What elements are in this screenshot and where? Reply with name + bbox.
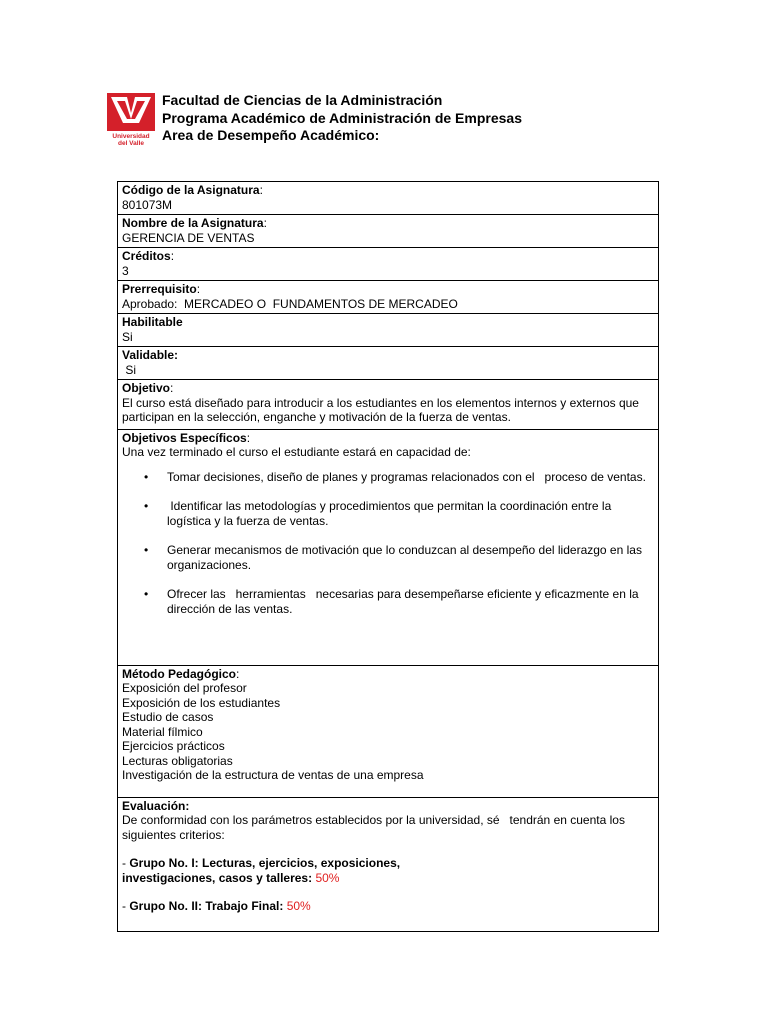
list-item: Estudio de casos [122,710,214,724]
list-item: • Ofrecer las herramientas necesarias para desempeñarse eficiente y eficazmente en la dirección de las ventas. [167,587,654,616]
especificos-label: Objetivos Específicos [122,430,247,445]
list-item: • Identificar las metodologías y procedimientos que permitan la coordinación entre la logística y la fuerza de ventas. [167,499,654,528]
grupo2-prefix: - [122,899,130,913]
objetivo-value: El curso está diseñado para introducir a los estudiantes en los elementos internos y externos que participan en la selección, enganche y motivación de la fuerza de ventas. [122,395,639,424]
metodo-list [122,681,654,783]
logo-text-line2: del Valle [117,140,145,147]
list-item: Ejercicios prácticos [122,739,225,753]
row-validable [118,347,659,380]
grupo2-percent: 50% [286,899,311,913]
program-title: Programa Académico de Administración de Empresas [162,109,522,126]
validable-label: Validable: [122,348,179,362]
objetivo-label: Objetivo [122,381,171,395]
course-table [117,181,659,932]
prerrequisito-label: Prerrequisito [122,282,197,296]
evaluacion-label: Evaluación: [122,798,190,813]
row-prerrequisito: Prerrequisito: Aprobado: MERCADEO O FUNDAMENTOS DE MERCADEO [118,281,659,314]
grupo1-line [122,856,422,885]
list-item: Exposición de los estudiantes [122,695,281,710]
especificos-list [122,470,654,617]
grupo1-prefix: - [122,856,130,870]
especificos-intro: Una vez terminado el curso el estudiante estará en capacidad de: [122,445,471,459]
grupo1-label: Grupo No. I: Lecturas, ejercicios, exposiciones, investigaciones, casos y talleres: [122,856,401,885]
creditos-label: Créditos [122,249,171,263]
metodo-label: Método Pedagógico [122,666,236,681]
list-item: • Tomar decisiones, diseño de planes y programas relacionados con el proceso de ventas. [167,470,654,485]
list-item: Exposición del profesor [122,681,247,695]
row-habilitable [118,314,659,347]
nombre-value: GERENCIA DE VENTAS [122,230,255,245]
prerrequisito-value: Aprobado: MERCADEO O FUNDAMENTOS DE MERCADEO [122,296,458,311]
row-objetivo: Objetivo: El curso está diseñado para introducir a los estudiantes en los elementos internos y externos que participan en la selección, enganche y motivación de la fuerza de ventas. [118,380,659,430]
faculty-title: Facultad de Ciencias de la Administración [162,92,443,108]
row-evaluacion [118,797,659,931]
list-item: Lecturas obligatorias [122,753,233,768]
list-item: • Generar mecanismos de motivación que lo conduzcan al desempeño del liderazgo en las organizaciones. [167,543,654,572]
habilitable-label: Habilitable [122,315,183,329]
row-creditos: Créditos: 3 [118,248,659,281]
evaluacion-text: De conformidad con los parámetros establecidos por la universidad, sé tendrán en cuenta los siguientes criterios: [122,813,629,842]
codigo-value: 801073M [122,197,173,212]
grupo1-percent: 50% [315,870,340,885]
area-title: Area de Desempeño Académico: [162,127,380,143]
habilitable-value: Si [122,329,133,344]
row-metodo: Método Pedagógico: Exposición del profesor Exposición de los estudiantes Estudio de casos Material fílmico Ejercicios prácticos Lecturas obligatorias Investigación de la estructura de ventas de una empresa [118,665,659,797]
row-codigo: Código de la Asignatura: 801073M [118,182,659,215]
list-item: Investigación de la estructura de ventas de una empresa [122,768,424,782]
grupo2-label: Grupo No. II: Trabajo Final: [129,899,284,913]
nombre-label: Nombre de la Asignatura [122,216,264,230]
creditos-value: 3 [122,263,129,278]
row-especificos: Objetivos Específicos: Una vez terminado el curso el estudiante estará en capacidad de: • Tomar decisiones, diseño de planes y programas relacionados con el proceso de ventas. • Identificar las metodologías y procedimientos que permitan la coordinación entre la logística y la fuerza de ventas. • Generar mecanismos de motivación que lo conduzcan al desempeño del liderazgo en las organizaciones. • Ofrecer las herramientas necesarias para desempeñarse eficiente y eficazmente en la dirección de las ventas. [118,429,659,665]
codigo-label: Código de la Asignatura [122,183,260,197]
document-heading [162,92,522,145]
list-item: Material fílmico [122,724,203,739]
university-logo [107,93,155,147]
grupo2-line [122,899,654,914]
logo-text-line1: Universidad [112,133,150,140]
validable-value: Si [122,362,137,377]
row-nombre: Nombre de la Asignatura: GERENCIA DE VENTAS [118,215,659,248]
